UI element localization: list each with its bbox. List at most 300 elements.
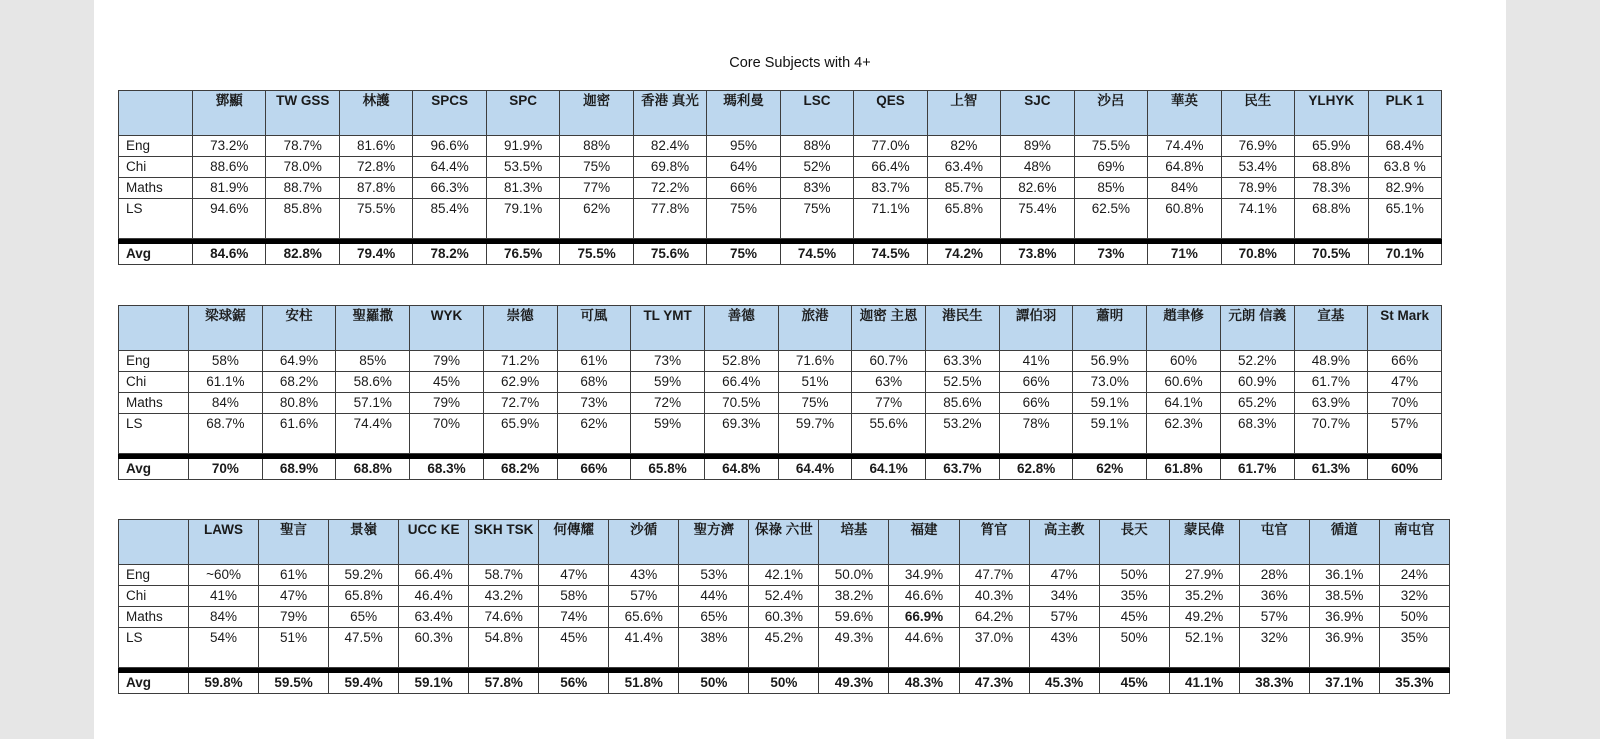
average-cell: 61.3% bbox=[1294, 459, 1368, 480]
score-cell: 53.5% bbox=[486, 157, 559, 178]
score-cell: 58.7% bbox=[469, 565, 539, 586]
score-cell: 64.8% bbox=[1148, 157, 1221, 178]
average-cell: 45% bbox=[1099, 673, 1169, 694]
score-cell: 46.4% bbox=[399, 586, 469, 607]
results-table-3 bbox=[118, 519, 1450, 694]
score-cell: 48% bbox=[1001, 157, 1074, 178]
score-cell: 51% bbox=[259, 628, 329, 668]
average-cell: 62.8% bbox=[999, 459, 1073, 480]
score-cell: 34% bbox=[1029, 586, 1099, 607]
average-cell: 66% bbox=[557, 459, 631, 480]
score-cell: 75.4% bbox=[1001, 199, 1074, 239]
average-cell: 68.3% bbox=[410, 459, 484, 480]
average-cell: 73.8% bbox=[1001, 244, 1074, 265]
score-cell: 75% bbox=[780, 199, 853, 239]
school-header: 高主教 bbox=[1029, 520, 1099, 565]
score-cell: 73.2% bbox=[193, 136, 266, 157]
average-cell: 62% bbox=[1073, 459, 1147, 480]
score-cell: 63.8 % bbox=[1368, 157, 1441, 178]
score-cell: 72.7% bbox=[483, 393, 557, 414]
score-cell: 57% bbox=[1029, 607, 1099, 628]
row-label: LS bbox=[119, 199, 193, 239]
score-cell: 70.5% bbox=[704, 393, 778, 414]
score-cell: 78% bbox=[999, 414, 1073, 454]
score-cell: ~60% bbox=[189, 565, 259, 586]
school-header: LAWS bbox=[189, 520, 259, 565]
score-cell: 56.9% bbox=[1073, 351, 1147, 372]
row-label: Chi bbox=[119, 372, 189, 393]
school-header: 宣基 bbox=[1294, 306, 1368, 351]
score-cell: 63.3% bbox=[926, 351, 1000, 372]
score-cell: 79% bbox=[410, 393, 484, 414]
score-cell: 54% bbox=[189, 628, 259, 668]
school-header: WYK bbox=[410, 306, 484, 351]
score-cell: 45.2% bbox=[749, 628, 819, 668]
score-cell: 94.6% bbox=[193, 199, 266, 239]
school-header: QES bbox=[854, 91, 927, 136]
average-cell: 50% bbox=[679, 673, 749, 694]
score-cell: 64.4% bbox=[413, 157, 486, 178]
score-cell: 85.6% bbox=[926, 393, 1000, 414]
row-label: Avg bbox=[119, 673, 189, 694]
score-cell: 41% bbox=[189, 586, 259, 607]
subject-row-ls bbox=[119, 199, 1442, 239]
school-header: 旅港 bbox=[778, 306, 852, 351]
score-cell: 59.7% bbox=[778, 414, 852, 454]
score-cell: 43.2% bbox=[469, 586, 539, 607]
average-row bbox=[119, 459, 1442, 480]
average-cell: 50% bbox=[749, 673, 819, 694]
score-cell: 68% bbox=[557, 372, 631, 393]
school-header: 善德 bbox=[704, 306, 778, 351]
average-cell: 70% bbox=[189, 459, 263, 480]
row-label: Avg bbox=[119, 459, 189, 480]
score-cell: 59.1% bbox=[1073, 393, 1147, 414]
school-header: 鄧顯 bbox=[193, 91, 266, 136]
average-cell: 65.8% bbox=[631, 459, 705, 480]
score-cell: 77% bbox=[852, 393, 926, 414]
score-cell: 74.1% bbox=[1221, 199, 1294, 239]
subject-row-maths bbox=[119, 607, 1450, 628]
score-cell: 62.5% bbox=[1074, 199, 1147, 239]
score-cell: 88% bbox=[560, 136, 633, 157]
score-cell: 32% bbox=[1239, 628, 1309, 668]
school-header: 民生 bbox=[1221, 91, 1294, 136]
results-table-1 bbox=[118, 90, 1442, 265]
score-cell: 60.6% bbox=[1147, 372, 1221, 393]
average-cell: 70.8% bbox=[1221, 244, 1294, 265]
average-cell: 75% bbox=[707, 244, 780, 265]
score-cell: 65% bbox=[679, 607, 749, 628]
score-cell: 50% bbox=[1379, 607, 1449, 628]
score-cell: 66.4% bbox=[399, 565, 469, 586]
score-cell: 66.4% bbox=[854, 157, 927, 178]
average-cell: 51.8% bbox=[609, 673, 679, 694]
header-row bbox=[119, 91, 1442, 136]
score-cell: 69.3% bbox=[704, 414, 778, 454]
score-cell: 60.7% bbox=[852, 351, 926, 372]
average-cell: 75.5% bbox=[560, 244, 633, 265]
school-header: 崇德 bbox=[483, 306, 557, 351]
score-cell: 47% bbox=[259, 586, 329, 607]
score-cell: 85% bbox=[1074, 178, 1147, 199]
score-cell: 36.9% bbox=[1309, 607, 1379, 628]
score-cell: 63.4% bbox=[399, 607, 469, 628]
score-cell: 79% bbox=[410, 351, 484, 372]
score-cell: 35% bbox=[1379, 628, 1449, 668]
score-cell: 78.3% bbox=[1295, 178, 1368, 199]
score-cell: 89% bbox=[1001, 136, 1074, 157]
school-header: UCC KE bbox=[399, 520, 469, 565]
document-page bbox=[94, 0, 1506, 739]
score-cell: 82.4% bbox=[633, 136, 706, 157]
score-cell: 36% bbox=[1239, 586, 1309, 607]
school-header: 迦密 bbox=[560, 91, 633, 136]
score-cell: 61.7% bbox=[1294, 372, 1368, 393]
average-row bbox=[119, 673, 1450, 694]
score-cell: 57% bbox=[1368, 414, 1442, 454]
score-cell: 66% bbox=[707, 178, 780, 199]
school-header: 蕭明 bbox=[1073, 306, 1147, 351]
score-cell: 79.1% bbox=[486, 199, 559, 239]
school-header: 港民生 bbox=[926, 306, 1000, 351]
score-cell: 87.8% bbox=[339, 178, 412, 199]
school-header: 上智 bbox=[927, 91, 1000, 136]
score-cell: 82.6% bbox=[1001, 178, 1074, 199]
score-cell: 81.3% bbox=[486, 178, 559, 199]
score-cell: 64% bbox=[707, 157, 780, 178]
average-cell: 61.7% bbox=[1220, 459, 1294, 480]
score-cell: 62% bbox=[557, 414, 631, 454]
row-label: Eng bbox=[119, 351, 189, 372]
average-cell: 64.4% bbox=[778, 459, 852, 480]
score-cell: 50% bbox=[1099, 628, 1169, 668]
average-cell: 59.1% bbox=[399, 673, 469, 694]
score-cell: 45% bbox=[410, 372, 484, 393]
school-header: SKH TSK bbox=[469, 520, 539, 565]
header-row bbox=[119, 520, 1450, 565]
score-cell: 77.0% bbox=[854, 136, 927, 157]
score-cell: 24% bbox=[1379, 565, 1449, 586]
score-cell: 66% bbox=[999, 372, 1073, 393]
score-cell: 72% bbox=[631, 393, 705, 414]
average-cell: 75.6% bbox=[633, 244, 706, 265]
school-header: TL YMT bbox=[631, 306, 705, 351]
score-cell: 68.4% bbox=[1368, 136, 1441, 157]
score-cell: 62.3% bbox=[1147, 414, 1221, 454]
score-cell: 60.3% bbox=[749, 607, 819, 628]
average-cell: 70.1% bbox=[1368, 244, 1441, 265]
score-cell: 61.6% bbox=[262, 414, 336, 454]
score-cell: 35% bbox=[1099, 586, 1169, 607]
subject-row-maths bbox=[119, 178, 1442, 199]
score-cell: 63.4% bbox=[927, 157, 1000, 178]
average-cell: 63.7% bbox=[926, 459, 1000, 480]
score-cell: 76.9% bbox=[1221, 136, 1294, 157]
average-cell: 74.2% bbox=[927, 244, 1000, 265]
score-cell: 51% bbox=[778, 372, 852, 393]
score-cell: 59.1% bbox=[1073, 414, 1147, 454]
score-cell: 60.9% bbox=[1220, 372, 1294, 393]
average-cell: 59.8% bbox=[189, 673, 259, 694]
score-cell: 81.6% bbox=[339, 136, 412, 157]
score-cell: 71.6% bbox=[778, 351, 852, 372]
score-cell: 65% bbox=[329, 607, 399, 628]
score-cell: 60% bbox=[1147, 351, 1221, 372]
subject-row-chi bbox=[119, 586, 1450, 607]
average-cell: 57.8% bbox=[469, 673, 539, 694]
score-cell: 45% bbox=[1099, 607, 1169, 628]
school-header: 譚伯羽 bbox=[999, 306, 1073, 351]
school-header: 長天 bbox=[1099, 520, 1169, 565]
score-cell: 95% bbox=[707, 136, 780, 157]
school-header: 何傳耀 bbox=[539, 520, 609, 565]
score-cell: 60.3% bbox=[399, 628, 469, 668]
score-cell: 75.5% bbox=[1074, 136, 1147, 157]
score-cell: 68.8% bbox=[1295, 199, 1368, 239]
score-cell: 70.7% bbox=[1294, 414, 1368, 454]
score-cell: 74.4% bbox=[336, 414, 410, 454]
score-cell: 83.7% bbox=[854, 178, 927, 199]
average-cell: 41.1% bbox=[1169, 673, 1239, 694]
header-corner-cell bbox=[119, 520, 189, 565]
score-cell: 58% bbox=[189, 351, 263, 372]
school-header: 聖言 bbox=[259, 520, 329, 565]
school-header: 華英 bbox=[1148, 91, 1221, 136]
score-cell: 28% bbox=[1239, 565, 1309, 586]
score-cell: 65.8% bbox=[329, 586, 399, 607]
subject-row-ls bbox=[119, 628, 1450, 668]
average-cell: 61.8% bbox=[1147, 459, 1221, 480]
score-cell: 68.2% bbox=[262, 372, 336, 393]
score-cell: 88% bbox=[780, 136, 853, 157]
score-cell: 50.0% bbox=[819, 565, 889, 586]
score-cell: 85.8% bbox=[266, 199, 339, 239]
score-cell: 52.4% bbox=[749, 586, 819, 607]
score-cell: 72.2% bbox=[633, 178, 706, 199]
score-cell: 69.8% bbox=[633, 157, 706, 178]
score-cell: 61% bbox=[259, 565, 329, 586]
score-cell: 35.2% bbox=[1169, 586, 1239, 607]
score-cell: 71.1% bbox=[854, 199, 927, 239]
average-cell: 47.3% bbox=[959, 673, 1029, 694]
header-corner-cell bbox=[119, 306, 189, 351]
row-label: LS bbox=[119, 414, 189, 454]
results-table-2 bbox=[118, 305, 1442, 480]
score-cell: 84% bbox=[189, 607, 259, 628]
score-cell: 83% bbox=[780, 178, 853, 199]
score-cell: 91.9% bbox=[486, 136, 559, 157]
score-cell: 65.1% bbox=[1368, 199, 1441, 239]
school-header: 培基 bbox=[819, 520, 889, 565]
score-cell: 57% bbox=[609, 586, 679, 607]
score-cell: 88.7% bbox=[266, 178, 339, 199]
score-cell: 64.1% bbox=[1147, 393, 1221, 414]
score-cell: 55.6% bbox=[852, 414, 926, 454]
header-corner-cell bbox=[119, 91, 193, 136]
school-header: LSC bbox=[780, 91, 853, 136]
score-cell: 64.2% bbox=[959, 607, 1029, 628]
row-label: Maths bbox=[119, 178, 193, 199]
score-cell: 52.8% bbox=[704, 351, 778, 372]
score-cell: 47.7% bbox=[959, 565, 1029, 586]
subject-row-chi bbox=[119, 372, 1442, 393]
score-cell: 69% bbox=[1074, 157, 1147, 178]
school-header: 沙呂 bbox=[1074, 91, 1147, 136]
score-cell: 63% bbox=[852, 372, 926, 393]
row-label: Maths bbox=[119, 393, 189, 414]
score-cell: 66% bbox=[999, 393, 1073, 414]
average-cell: 45.3% bbox=[1029, 673, 1099, 694]
score-cell: 59% bbox=[631, 372, 705, 393]
score-cell: 44% bbox=[679, 586, 749, 607]
row-label: Maths bbox=[119, 607, 189, 628]
score-cell: 70% bbox=[410, 414, 484, 454]
score-cell: 71.2% bbox=[483, 351, 557, 372]
school-header: 蒙民偉 bbox=[1169, 520, 1239, 565]
average-cell: 60% bbox=[1368, 459, 1442, 480]
score-cell: 61.1% bbox=[189, 372, 263, 393]
average-cell: 79.4% bbox=[339, 244, 412, 265]
score-cell: 64.9% bbox=[262, 351, 336, 372]
score-cell: 49.2% bbox=[1169, 607, 1239, 628]
average-cell: 48.3% bbox=[889, 673, 959, 694]
school-header: St Mark bbox=[1368, 306, 1442, 351]
school-header: 屯官 bbox=[1239, 520, 1309, 565]
score-cell: 75% bbox=[560, 157, 633, 178]
score-cell: 74.6% bbox=[469, 607, 539, 628]
score-cell: 74.4% bbox=[1148, 136, 1221, 157]
score-cell: 72.8% bbox=[339, 157, 412, 178]
score-cell: 47% bbox=[539, 565, 609, 586]
score-cell: 66% bbox=[1368, 351, 1442, 372]
average-cell: 74.5% bbox=[780, 244, 853, 265]
average-cell: 49.3% bbox=[819, 673, 889, 694]
score-cell: 85.4% bbox=[413, 199, 486, 239]
score-cell: 85.7% bbox=[927, 178, 1000, 199]
score-cell: 68.8% bbox=[1295, 157, 1368, 178]
school-header: 香港 真光 bbox=[633, 91, 706, 136]
average-cell: 74.5% bbox=[854, 244, 927, 265]
score-cell: 58.6% bbox=[336, 372, 410, 393]
school-header: 迦密 主恩 bbox=[852, 306, 926, 351]
score-cell: 85% bbox=[336, 351, 410, 372]
subject-row-eng bbox=[119, 136, 1442, 157]
row-label: Chi bbox=[119, 586, 189, 607]
row-label: Chi bbox=[119, 157, 193, 178]
score-cell: 75.5% bbox=[339, 199, 412, 239]
score-cell: 75% bbox=[707, 199, 780, 239]
score-cell: 54.8% bbox=[469, 628, 539, 668]
school-header: 福建 bbox=[889, 520, 959, 565]
score-cell: 57% bbox=[1239, 607, 1309, 628]
school-header: PLK 1 bbox=[1368, 91, 1441, 136]
average-cell: 82.8% bbox=[266, 244, 339, 265]
average-cell: 59.4% bbox=[329, 673, 399, 694]
score-cell: 53.2% bbox=[926, 414, 1000, 454]
score-cell: 79% bbox=[259, 607, 329, 628]
row-label: Eng bbox=[119, 136, 193, 157]
score-cell: 32% bbox=[1379, 586, 1449, 607]
score-cell: 78.7% bbox=[266, 136, 339, 157]
score-cell: 62.9% bbox=[483, 372, 557, 393]
average-cell: 68.2% bbox=[483, 459, 557, 480]
subject-row-eng bbox=[119, 565, 1450, 586]
score-cell: 41% bbox=[999, 351, 1073, 372]
average-cell: 37.1% bbox=[1309, 673, 1379, 694]
average-cell: 68.9% bbox=[262, 459, 336, 480]
average-cell: 35.3% bbox=[1379, 673, 1449, 694]
score-cell: 65.9% bbox=[483, 414, 557, 454]
score-cell: 52.1% bbox=[1169, 628, 1239, 668]
school-header: TW GSS bbox=[266, 91, 339, 136]
score-cell: 53% bbox=[679, 565, 749, 586]
school-header: 南屯官 bbox=[1379, 520, 1449, 565]
score-cell: 61% bbox=[557, 351, 631, 372]
score-cell: 84% bbox=[189, 393, 263, 414]
score-cell: 38.2% bbox=[819, 586, 889, 607]
score-cell: 74% bbox=[539, 607, 609, 628]
score-cell: 44.6% bbox=[889, 628, 959, 668]
score-cell: 77% bbox=[560, 178, 633, 199]
score-cell: 75% bbox=[778, 393, 852, 414]
subject-row-maths bbox=[119, 393, 1442, 414]
average-row bbox=[119, 244, 1442, 265]
score-cell: 43% bbox=[1029, 628, 1099, 668]
row-label: Eng bbox=[119, 565, 189, 586]
score-cell: 73.0% bbox=[1073, 372, 1147, 393]
score-cell: 68.7% bbox=[189, 414, 263, 454]
score-cell: 47% bbox=[1029, 565, 1099, 586]
score-cell: 43% bbox=[609, 565, 679, 586]
average-cell: 70.5% bbox=[1295, 244, 1368, 265]
score-cell: 34.9% bbox=[889, 565, 959, 586]
score-cell: 68.3% bbox=[1220, 414, 1294, 454]
score-cell: 65.2% bbox=[1220, 393, 1294, 414]
document-title: Core Subjects with 4+ bbox=[729, 55, 871, 71]
score-cell: 78.0% bbox=[266, 157, 339, 178]
school-header: 循道 bbox=[1309, 520, 1379, 565]
score-cell: 49.3% bbox=[819, 628, 889, 668]
score-cell: 36.9% bbox=[1309, 628, 1379, 668]
score-cell: 65.6% bbox=[609, 607, 679, 628]
score-cell: 60.8% bbox=[1148, 199, 1221, 239]
school-header: 聖羅撒 bbox=[336, 306, 410, 351]
score-cell: 88.6% bbox=[193, 157, 266, 178]
average-cell: 64.1% bbox=[852, 459, 926, 480]
average-cell: 56% bbox=[539, 673, 609, 694]
average-cell: 73% bbox=[1074, 244, 1147, 265]
score-cell: 48.9% bbox=[1294, 351, 1368, 372]
score-cell: 52% bbox=[780, 157, 853, 178]
score-cell: 59.6% bbox=[819, 607, 889, 628]
average-cell: 78.2% bbox=[413, 244, 486, 265]
score-cell: 73% bbox=[631, 351, 705, 372]
average-cell: 84.6% bbox=[193, 244, 266, 265]
score-cell: 47% bbox=[1368, 372, 1442, 393]
score-cell: 41.4% bbox=[609, 628, 679, 668]
score-cell: 77.8% bbox=[633, 199, 706, 239]
score-cell: 38.5% bbox=[1309, 586, 1379, 607]
score-cell: 57.1% bbox=[336, 393, 410, 414]
score-cell: 46.6% bbox=[889, 586, 959, 607]
average-cell: 76.5% bbox=[486, 244, 559, 265]
score-cell: 52.5% bbox=[926, 372, 1000, 393]
score-cell: 78.9% bbox=[1221, 178, 1294, 199]
score-cell: 81.9% bbox=[193, 178, 266, 199]
score-cell: 73% bbox=[557, 393, 631, 414]
score-cell: 38% bbox=[679, 628, 749, 668]
